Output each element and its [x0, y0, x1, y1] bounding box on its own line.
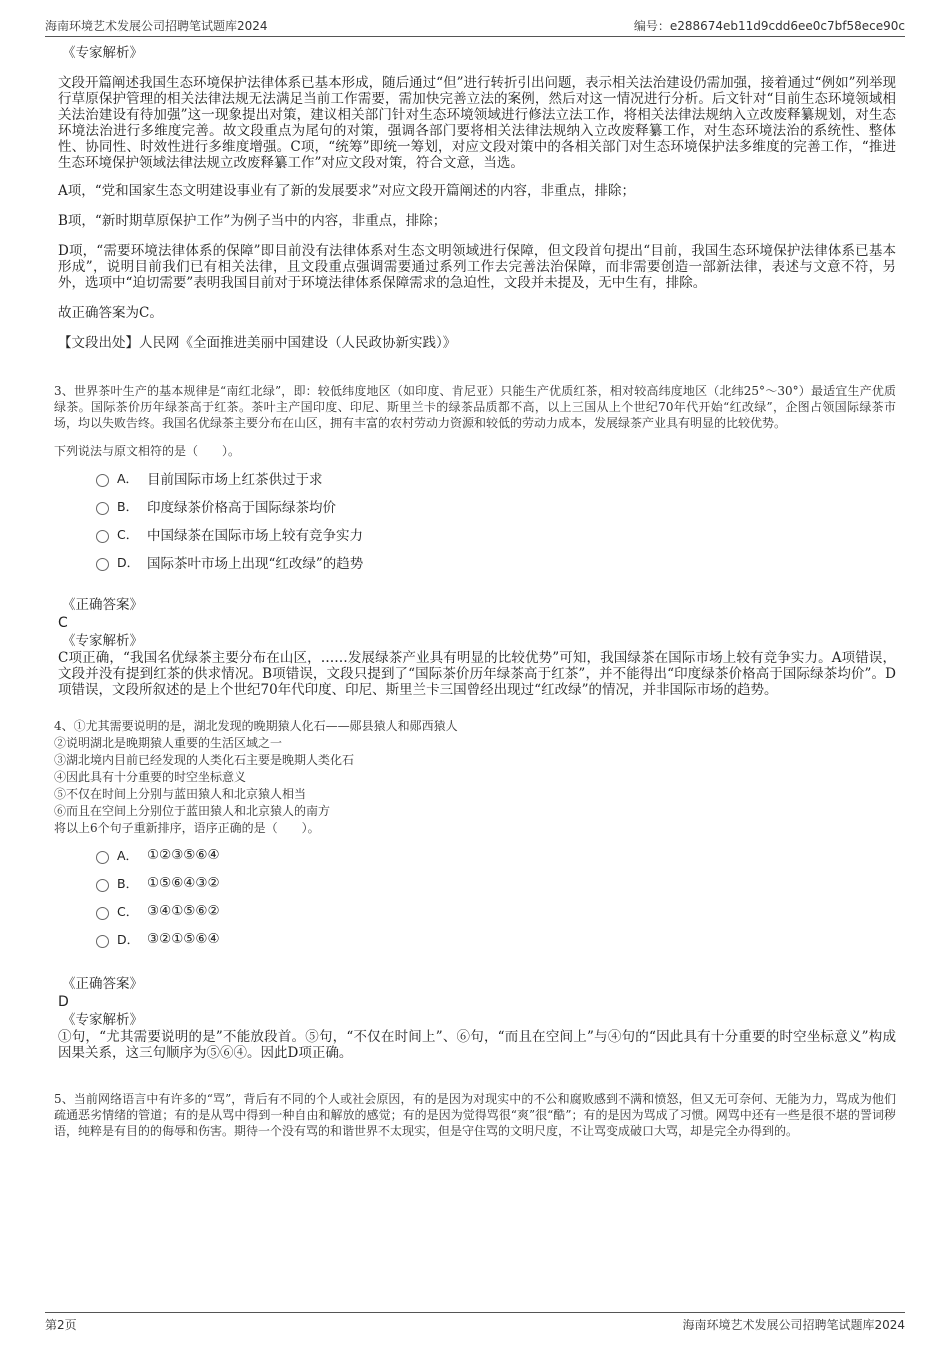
radio-icon[interactable]: [96, 907, 109, 920]
q3-answer: C: [58, 615, 68, 631]
option-letter: D．: [117, 932, 140, 947]
q3-answer-label: 《正确答案》: [62, 597, 143, 613]
option-letter: A．: [117, 848, 139, 863]
option-text: 中国绿茶在国际市场上较有竞争实力: [147, 528, 363, 544]
q4-line: ⑤不仅在时间上分别与蓝田猿人和北京猿人相当: [54, 787, 307, 801]
q4-option-d[interactable]: [96, 925, 896, 953]
radio-icon[interactable]: [96, 851, 109, 864]
q4-option-c[interactable]: [96, 897, 896, 925]
option-text: ③④①⑤⑥②: [147, 903, 220, 919]
header-title: 海南环境艺术发展公司招聘笔试题库2024: [45, 19, 268, 33]
q3-option-d[interactable]: [96, 548, 896, 576]
q2-analysis-main: 文段开篇阐述我国生态环境保护法律体系已基本形成，随后通过“但”进行转折引出问题，表示相关法治建设仍需加强，接着通过“例如”列举现行草原保护管理的相关法律法规无法满足当前工作需要，需加快完善立法的案例，然后对这一情况进行分析。后文针对“目前生态环境领域相关法治建设有待加强”这一现象提出对策，建议相关部门针对生态环境领域进行修法立法工作，将相关法律法规纳入立改废释纂规划，对生态环境法治进行多维度完善。故文段重点为尾句的对策，强调各部门要将相关法律法规纳入立改废释纂工作，对生态环境法治的系统性、整体性、协同性、时效性进行多维度增强。C项，“统筹”即统一筹划，对应文段对策中的各相关部门对生态环境保护法多维度的完善工作，“推进生态环境保护领域法律法规立改废释纂工作”对应文段对策，符合文意，当选。: [58, 75, 896, 171]
option-letter: B．: [117, 499, 139, 514]
q2-analysis-label: 《专家解析》: [62, 45, 143, 61]
radio-icon[interactable]: [96, 530, 109, 543]
radio-icon[interactable]: [96, 879, 109, 892]
q3-stem: 3、世界茶叶生产的基本规律是“南红北绿”，即：较低纬度地区（如印度、肯尼亚）只能生产优质红茶，相对较高纬度地区（北纬25°～30°）最适宜生产优质绿茶。国际茶价历年绿茶高于红茶。茶叶主产国印度、印尼、斯里兰卡的绿茶品质都不高，以上三国从上个世纪70年代开始“红改绿”，企图占领国际绿茶市场，均以失败告终。我国名优绿茶主要分布在山区，拥有丰富的农村劳动力资源和较低的劳动力成本，发展绿茶产业具有明显的比较优势。: [54, 384, 896, 430]
q4-stem: [54, 718, 896, 837]
q3-prompt: 下列说法与原文相符的是（ ）。: [54, 444, 241, 458]
option-letter: A．: [117, 471, 139, 486]
page-footer: [45, 1312, 905, 1335]
footer-title: 海南环境艺术发展公司招聘笔试题库2024: [682, 1318, 905, 1332]
page-number: 第2页: [45, 1318, 77, 1332]
option-text: ③②①⑤⑥④: [147, 931, 220, 947]
q2-analysis-b: B项，“新时期草原保护工作”为例子当中的内容，非重点，排除；: [58, 213, 447, 229]
q2-source: 【文段出处】人民网《全面推进美丽中国建设（人民政协新实践）》: [58, 335, 457, 351]
q2-answer-line: 故正确答案为C。: [58, 305, 163, 321]
q4-answer-label: 《正确答案》: [62, 976, 143, 992]
q3-analysis: C项正确，“我国名优绿茶主要分布在山区，……发展绿茶产业具有明显的比较优势”可知，我国绿茶在国际市场上较有竞争实力。A项错误，文段并没有提到红茶的供求情况。B项错误，文段只提到了“国际茶价历年绿茶高于红茶”，并不能得出“印度绿茶价格高于国际绿茶均价”。D项错误，文段所叙述的是上个世纪70年代印度、印尼、斯里兰卡三国曾经出现过“红改绿”的情况，并非国际市场的趋势。: [58, 650, 896, 698]
q4-option-a[interactable]: [96, 841, 896, 869]
header-doc-id: 编号：e288674eb11d9cdd6ee0c7bf58ece90c: [633, 19, 905, 33]
q4-line: ②说明湖北是晚期猿人重要的生活区域之一: [54, 736, 283, 750]
page-content: [54, 44, 896, 1151]
option-letter: B．: [117, 876, 139, 891]
q3-option-c[interactable]: [96, 520, 896, 548]
q4-option-b[interactable]: [96, 869, 896, 897]
q4-line: 4、①尤其需要说明的是，湖北发现的晚期猿人化石——郧县猿人和郧西猿人: [54, 719, 458, 733]
q4-analysis: ①句，“尤其需要说明的是”不能放段首。⑤句，“不仅在时间上”、⑥句，“而且在空间上”与④句的“因此具有十分重要的时空坐标意义”构成因果关系，这三句顺序为⑤⑥④。因此D项正确。: [58, 1029, 896, 1061]
option-letter: D．: [117, 555, 140, 570]
q3-option-b[interactable]: [96, 492, 896, 520]
q4-prompt: 将以上6个句子重新排序，语序正确的是（ ）。: [54, 821, 320, 835]
radio-icon[interactable]: [96, 558, 109, 571]
q3-options: [58, 464, 896, 576]
q4-line: ③湖北境内目前已经发现的人类化石主要是晚期人类化石: [54, 753, 355, 767]
q2-analysis-d: D项，“需要环境法律体系的保障”即目前没有法律体系对生态文明领域进行保障，但文段首句提出“目前，我国生态环境保护法律体系已基本形成”，说明目前我们已有相关法律，且文段重点强调需要通过系列工作去完善法治保障，而非需要创造一部新法律，表述与文意不符，另外，选项中“迫切需要”表明我国目前对于环境法律体系保障需求的急迫性，文段并未提及，无中生有，排除。: [58, 243, 896, 291]
page-header: [45, 14, 905, 37]
option-text: 国际茶叶市场上出现“红改绿”的趋势: [147, 556, 364, 572]
q2-analysis-a: A项，“党和国家生态文明建设事业有了新的发展要求”对应文段开篇阐述的内容，非重点，排除；: [58, 183, 636, 199]
option-letter: C．: [117, 904, 139, 919]
q4-analysis-label: 《专家解析》: [62, 1012, 143, 1028]
radio-icon[interactable]: [96, 474, 109, 487]
q5-stem: 5、当前网络语言中有许多的“骂”，背后有不同的个人或社会原因，有的是因为对现实中的不公和腐败感到不满和愤怒，但又无可奈何、无能为力，骂成为他们疏通恶劣情绪的管道；有的是从骂中得到一种自由和解放的感觉；有的是因为觉得骂很“爽”很“酷”；有的是因为骂成了习惯。网骂中还有一些是很不堪的詈词秽语，纯粹是有目的的侮辱和伤害。期待一个没有骂的和谐世界不太现实，但是守住骂的文明尺度，不让骂变成破口大骂，却是完全办得到的。: [54, 1092, 896, 1138]
q3-analysis-label: 《专家解析》: [62, 633, 143, 649]
option-letter: C．: [117, 527, 139, 542]
radio-icon[interactable]: [96, 935, 109, 948]
q4-answer: D: [58, 994, 69, 1010]
q4-options: [58, 841, 896, 953]
q4-line: ⑥而且在空间上分别位于蓝田猿人和北京猿人的南方: [54, 804, 331, 818]
q4-line: ④因此具有十分重要的时空坐标意义: [54, 770, 247, 784]
radio-icon[interactable]: [96, 502, 109, 515]
option-text: ①⑤⑥④③②: [147, 875, 220, 891]
option-text: 目前国际市场上红茶供过于求: [147, 472, 323, 488]
q3-option-a[interactable]: [96, 464, 896, 492]
option-text: 印度绿茶价格高于国际绿茶均价: [147, 500, 336, 516]
option-text: ①②③⑤⑥④: [147, 847, 220, 863]
